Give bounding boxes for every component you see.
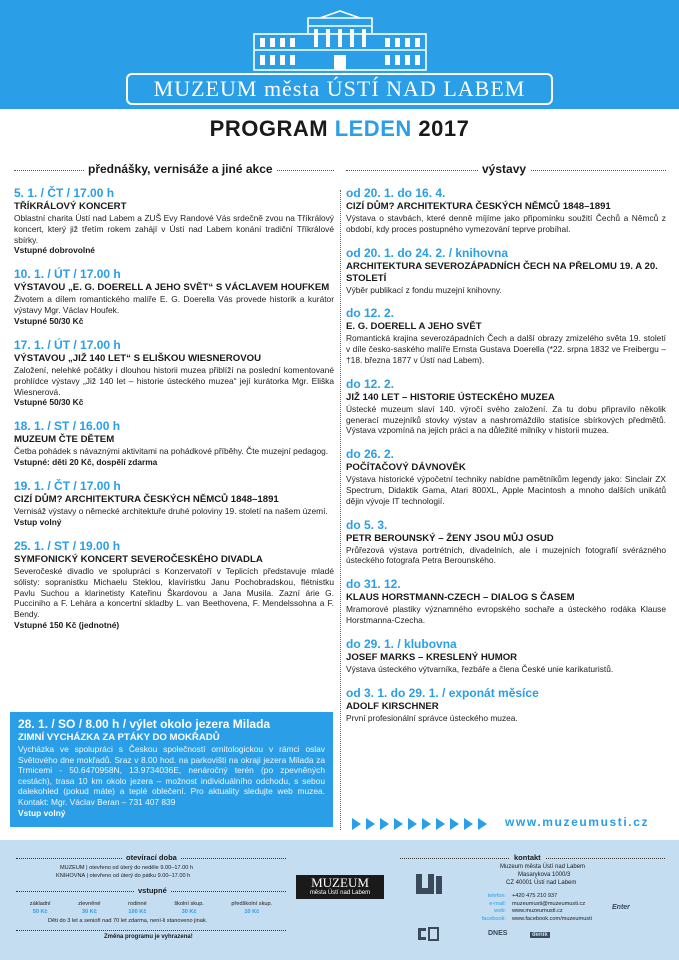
label-web: web: — [494, 908, 506, 914]
event-price: Vstup volný — [14, 516, 62, 527]
exhibition-description: Výběr publikací z fondu muzejní knihovny. — [346, 284, 502, 295]
museum-logo-text: MUZEUM města ÚSTÍ NAD LABEM — [126, 73, 553, 105]
event-description: Založení, nelehké počátky i dlouhou historii muzea přiblíží na poslední komentované prohlídce výstavy „Již 140 let – historie ústeckého muzea“ její kurátorka Mgr. Eliška Wiesnerová. — [14, 364, 334, 397]
ustecky-kraj-logo-icon — [414, 872, 444, 896]
exhibition-date: do 26. 2. — [346, 447, 395, 462]
column-divider — [340, 190, 341, 830]
exhibition-description: Romantická krajina severozápadních Čech a další obrazy zmizelého světa 19. století v díle česko-saského malíře Ernsta Gustava Doerella (*22. srpna 1832 ve Freibergu – †18. března 1877 v Ústí nad Labem). — [346, 333, 666, 365]
event-date: 19. 1. / ČT / 17.00 h — [14, 479, 121, 494]
event-description: Oblastní charita Ústí nad Labem a ZUŠ Evy Randové Vás srdečně zvou na Tříkrálový koncert, který již třetím rokem zahájí v Ústí nad Labem konání tradiční Tříkrálové sbírky. — [14, 213, 334, 245]
price-cell — [231, 901, 272, 916]
event-date: 18. 1. / ST / 16.00 h — [14, 419, 121, 434]
hours-museum: MUZEUM | otevřeno od úterý do neděle 9.00–17.00 h — [60, 865, 193, 871]
price-label: zlevněné — [78, 901, 101, 907]
ministry-logo-icon — [416, 926, 440, 942]
value-email[interactable]: muzeumusti@muzeumusti.cz — [512, 900, 586, 907]
contact-heading: kontakt — [510, 853, 545, 862]
title-program: PROGRAM — [209, 116, 329, 141]
label-facebook: facebook: — [481, 915, 506, 922]
event-date: 17. 1. / ÚT / 17.00 h — [14, 337, 121, 352]
header-banner — [0, 0, 679, 109]
price-label: rodinné — [128, 901, 147, 907]
price-value: 30 Kč — [81, 908, 97, 915]
event-title: SYMFONICKÝ KONCERT SEVEROČESKÉHO DIVADLA — [14, 553, 263, 565]
exhibition-title: E. G. DOERELL A JEHO SVĚT — [346, 321, 482, 333]
label-email: e-mail: — [489, 900, 506, 907]
hours-library: KNIHOVNA | otevřeno od úterý do pátku 9.00–17.00 h — [56, 873, 191, 879]
event-description: Četba pohádek s návaznými aktivitami na pohádkové příběhy. Čte muzejní pedagog. — [14, 446, 329, 457]
museum-building-icon — [250, 10, 430, 72]
value-web[interactable]: www.muzeumusti.cz — [512, 908, 563, 914]
exhibition-item — [346, 447, 666, 506]
left-section-heading — [14, 160, 334, 180]
exhibition-date: do 29. 1. / klubovna — [346, 636, 457, 651]
exhibitions-column — [346, 186, 666, 734]
exhibition-description: Ústecké muzeum slaví 140. výročí svého založení. Za tu dobu připravilo několik generací muzejníků stovky výstav a nashromáždilo statisíce sbírkových předmětů. Výstava vzpomíná na jejich práci a na důležité milníky v historii muzea. — [346, 403, 666, 436]
event-item — [14, 267, 334, 327]
arrow-decoration-icon — [352, 817, 502, 831]
event-title: VÝSTAVOU „JIŽ 140 LET“ S ELIŠKOU WIESNEROVOU — [14, 352, 261, 364]
free-entry-note: Děti do 3 let a senioři nad 70 let zdarma, není-li stanoveno jinak. — [48, 918, 208, 924]
exhibition-item — [346, 577, 666, 626]
footer-divider — [16, 930, 286, 931]
exhibition-title: ADOLF KIRSCHNER — [346, 700, 439, 712]
contact-name: Muzeum města Ústí nad Labem — [500, 864, 586, 870]
price-value: 10 Kč — [244, 908, 260, 915]
value-phone[interactable]: +420 475 210 937 — [512, 893, 558, 899]
exhibition-item — [346, 377, 666, 436]
trip-date: 28. 1. / SO / 8.00 h / výlet okolo jezera Milada — [18, 717, 271, 731]
trip-title: ZIMNÍ VYCHÁZKA ZA PTÁKY DO MOKŘADŮ — [18, 732, 220, 743]
museum-logo — [296, 875, 384, 899]
exhibition-date: do 12. 2. — [346, 306, 395, 321]
lectures-column — [14, 186, 334, 642]
logo-main: MUZEUM — [311, 875, 369, 890]
exhibition-description: Výstava o stavbách, které denně míjíme jako připomínku soužití Čechů a Němců z období, kdy proces postupného vymezování teprve probíhal. — [346, 213, 666, 234]
event-date: 10. 1. / ÚT / 17.00 h — [14, 267, 121, 282]
contact-city: CZ 40001 Ústí nad Labem — [506, 880, 577, 886]
exhibition-description: Průřezová výstava portrétních, divadelních, ale i muzejních fotografií svérázného ústeckého fotografa Petra Berounského. — [346, 544, 666, 566]
price-value: 50 Kč — [32, 908, 48, 915]
event-item — [14, 539, 334, 631]
sponsor-enter: Enter — [612, 904, 630, 911]
contact-street: Masarykova 1000/3 — [518, 872, 571, 878]
event-item — [14, 479, 334, 528]
hours-heading: otevírací doba — [122, 853, 181, 862]
price-label: školní skup. — [174, 901, 204, 907]
exhibition-title: KLAUS HORSTMANN-CZECH – DIALOG S ČASEM — [346, 592, 575, 604]
exhibition-item — [346, 686, 666, 724]
event-price: Vstupné 150 Kč (jednotné) — [14, 619, 120, 630]
value-facebook[interactable]: www.facebook.com/muzeumusti — [512, 915, 592, 922]
event-price: Vstupné 50/30 Kč — [14, 315, 84, 326]
website-link[interactable]: www.muzeumusti.cz — [505, 815, 650, 829]
right-section-heading — [346, 160, 666, 180]
event-description: Severočeské divadlo ve spolupráci s Konzervatoří v Teplicích představuje mladé sólisty: sopranistku Michaelu Steklou, klavíristku Janu Pochobradskou, flétnistku Pavlu Suchou a klarinetisty Kateřinu Škardovou a Jana Musila. Zazní árie G. Pucciniho a F. Lehára a koncertní skladby L. van Beethovena, F. Mendelssohna a F. Bendy. — [14, 565, 334, 620]
price-cell — [78, 901, 100, 916]
price-label: předškolní skup. — [231, 901, 273, 907]
exhibition-title: ARCHITEKTURA SEVEROZÁPADNÍCH ČECH NA PŘELOMU 19. A 20. STOLETÍ — [346, 260, 658, 284]
exhibition-title: POČÍTAČOVÝ DÁVNOVĚK — [346, 462, 466, 474]
sponsor-denik: deník — [532, 932, 548, 938]
exhibition-date: od 20. 1. do 16. 4. — [346, 186, 446, 200]
exhibition-item — [346, 518, 666, 567]
title-month: LEDEN — [334, 116, 412, 141]
exhibition-description: Mramorové plastiky významného evropského sochaře a ústeckého rodáka Klause Horstmanna-Czecha. — [346, 604, 666, 625]
exhibition-item — [346, 306, 666, 365]
exhibition-date: od 3. 1. do 29. 1. / exponát měsíce — [346, 685, 539, 700]
entry-heading: vstupné — [134, 886, 171, 895]
exhibition-item — [346, 246, 666, 296]
trip-box — [10, 712, 333, 827]
trip-description: Vycházka ve spolupráci s Českou společností ornitologickou v rámci oslav Světového dne mokřadů. Sraz v 8.00 hod. na parkovišti na okraji jezera Milada za Trmicemi - 50.6470958N, 13.9734036E, nenáročný terén (po zpevněných cestách), trasa 10 km okolo jezera – možnost individuálního odchodu, s sebou dalekohled (pokud máte) a teplé oblečení. Pro aktuality sledujte web muzea. Kontakt: Mgr. Václav Beran – 731 407 839 — [18, 744, 325, 807]
page-title — [0, 116, 679, 142]
event-item — [14, 186, 334, 256]
exhibition-date: do 5. 3. — [346, 517, 388, 532]
exhibition-item — [346, 637, 666, 675]
logo-sub: města Ústí nad Labem — [309, 890, 371, 896]
event-description: Životem a dílem romantického malíře E. G. Doerella Vás provede historik a kurátor výstavy Mgr. Václav Houfek. — [14, 294, 334, 316]
exhibition-title: CIZÍ DŮM? ARCHITEKTURA ČESKÝCH NĚMCŮ 1848–1891 — [346, 201, 611, 212]
label-phone: telefon: — [487, 893, 506, 899]
exhibition-title: JIŽ 140 LET – HISTORIE ÚSTECKÉHO MUZEA — [346, 391, 555, 403]
event-item — [14, 419, 334, 468]
exhibition-item — [346, 186, 666, 235]
contact-values — [512, 893, 592, 923]
price-cell — [128, 901, 147, 916]
event-title: MUZEUM ČTE DĚTEM — [14, 434, 115, 446]
price-label: základní — [29, 901, 51, 907]
title-year: 2017 — [418, 116, 470, 141]
event-title: VÝSTAVOU „E. G. DOERELL A JEHO SVĚT“ S VÁCLAVEM HOUFKEM — [14, 282, 330, 294]
price-cell — [30, 901, 51, 916]
exhibition-date: do 31. 12. — [346, 577, 401, 592]
price-cell — [174, 901, 204, 916]
exhibition-description: Výstava historické výpočetní techniky nabídne pamětníkům legendy jako: Sinclair ZX Spectrum, Didaktik Gama, Atari 800XL, Apple Macintosh a mnoho dalších unikátů dějin vývoje IT technologií. — [346, 474, 666, 506]
event-date: 5. 1. / ČT / 17.00 h — [14, 186, 115, 200]
sponsor-dnes: DNES — [488, 930, 508, 937]
exhibition-description: První profesionální správce ústeckého muzea. — [346, 712, 518, 723]
exhibition-title: PETR BEROUNSKÝ – ŽENY JSOU MŮJ OSUD — [346, 532, 554, 544]
exhibition-date: do 12. 2. — [346, 376, 395, 391]
event-price: Vstupné: děti 20 Kč, dospělí zdarma — [14, 457, 158, 468]
footer-logo — [296, 851, 384, 921]
event-description: Vernisáž výstavy o německé architektuře druhé poloviny 19. století na našem území. — [14, 506, 328, 517]
left-heading-text: přednášky, vernisáže a jiné akce — [84, 162, 277, 176]
contact-labels — [466, 893, 506, 923]
exhibition-date: od 20. 1. do 24. 2. / knihovna — [346, 245, 509, 260]
event-item — [14, 338, 334, 408]
program-change-note: Změna programu je vyhrazena! — [104, 934, 193, 940]
event-price: Vstupné 50/30 Kč — [14, 397, 84, 408]
right-heading-text: výstavy — [478, 162, 530, 176]
exhibition-description: Výstava ústeckého výtvarníka, řezbáře a člena České unie karikaturistů. — [346, 663, 614, 674]
price-value: 100 Kč — [128, 908, 147, 915]
event-price: Vstupné dobrovolné — [14, 245, 95, 256]
exhibition-title: JOSEF MARKS – KRESLENÝ HUMOR — [346, 651, 518, 663]
price-value: 30 Kč — [181, 908, 197, 915]
event-title: CIZÍ DŮM? ARCHITEKTURA ČESKÝCH NĚMCŮ 1848–1891 — [14, 494, 279, 506]
event-date: 25. 1. / ST / 19.00 h — [14, 538, 121, 553]
trip-price: Vstup volný — [18, 807, 66, 818]
event-title: TŘÍKRÁLOVÝ KONCERT — [14, 201, 127, 212]
price-grid — [16, 901, 286, 916]
